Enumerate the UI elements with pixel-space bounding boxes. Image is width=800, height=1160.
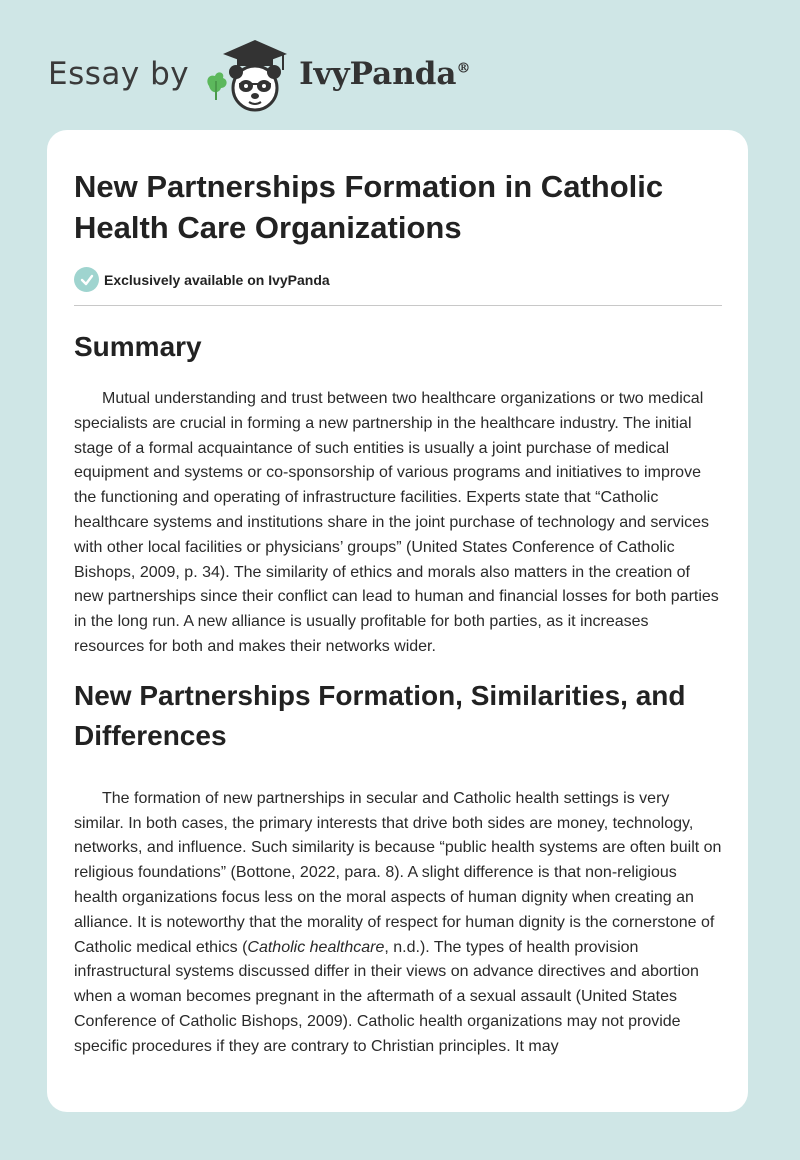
section-heading-summary: Summary: [74, 331, 202, 362]
exclusive-badge: [74, 267, 722, 292]
partnerships-paragraph: The formation of new partnerships in secular and Catholic health settings is very similar. In both cases, the primary interests that drive both sides are money, technology, networks, and influence. Such similarity is because “public health systems are often built on religious foundations” (Bottone, 2022, para. 8). A slight difference is that non-religious health organizations focus less on the moral aspects of human dignity when creating an alliance. It is noteworthy that the morality of respect for human dignity is the cornerstone of Catholic medical ethics (Catholic healthcare, n.d.). The types of health provision infrastructural systems discussed differ in their views on advance directives and abortion when a woman becomes pregnant in the aftermath of a sexual assault (United States Conference of Catholic Bishops, 2009). Catholic health organizations may not provide specific procedures if they are contrary to Christian principles. It may: [74, 789, 722, 1055]
summary-paragraph: Mutual understanding and trust between two healthcare organizations or two medical specialists are crucial in forming a new partnership in the healthcare industry. The initial stage of a formal acquaintance of such entities is usually a joint purchase of medical equipment and systems or co-sponsorship of various programs and initiatives to improve the functioning and operating of infrastructure facilities. Experts state that “Catholic healthcare systems and institutions share in the joint purchase of technology and services with other local facilities or physicians’ groups” (United States Conference of Catholic Bishops, 2009, p. 34). The similarity of ethics and morals also matters in the creation of new partnerships since their conflict can lead to human and financial losses for both parties in the long run. A new alliance is usually profitable for both parties, as it increases resources for both and makes their networks wider.: [74, 390, 719, 655]
site-header: [48, 34, 471, 114]
title-divider: [74, 305, 722, 306]
registered-mark: ®: [456, 60, 471, 77]
article-card: [47, 130, 748, 1112]
exclusive-badge-label: Exclusively available on IvyPanda: [104, 271, 330, 288]
panda-logo-icon[interactable]: [203, 36, 295, 112]
article-title: New Partnerships Formation in Catholic Health Care Organizations: [74, 169, 664, 245]
brand-name[interactable]: IvyPanda®: [299, 56, 471, 92]
essay-by-label: Essay by: [48, 56, 190, 92]
citation-italic: Catholic healthcare: [247, 938, 385, 956]
section-heading-partnerships: New Partnerships Formation, Similarities, and Differences: [74, 679, 686, 751]
checkmark-icon: [74, 267, 99, 292]
